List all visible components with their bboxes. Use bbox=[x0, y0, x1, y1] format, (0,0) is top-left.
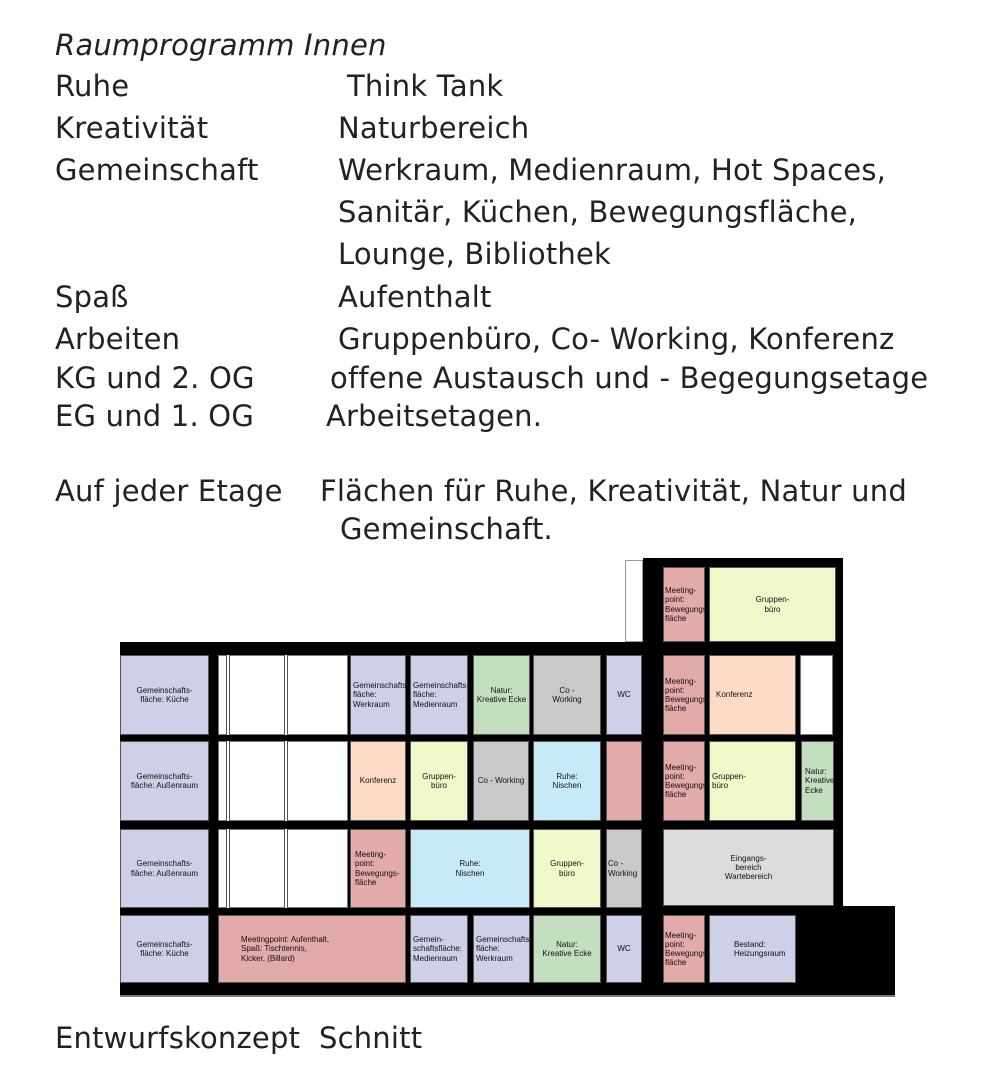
room-2og-wc: WC bbox=[606, 655, 642, 735]
room-eg-ruhe: Ruhe: Nischen bbox=[410, 829, 530, 908]
room-2og-natur: Natur: Kreative Ecke bbox=[473, 655, 530, 735]
room-2og-medienraum: Gemeinschafts- fläche: Medienraum bbox=[410, 655, 468, 735]
program-value-gemeinschaft-3: Lounge, Bibliothek bbox=[338, 237, 612, 271]
program-key-spass: Spaß bbox=[55, 280, 129, 314]
room-top-meetingpoint: Meeting- point: Bewegungs- fläche bbox=[663, 567, 705, 642]
room-top-gruppenbuero: Gruppen- büro bbox=[709, 567, 836, 642]
room-kg-natur: Natur: Kreative Ecke bbox=[533, 915, 601, 983]
program-value-gemeinschaft-1: Werkraum, Medienraum, Hot Spaces, bbox=[338, 153, 887, 187]
program-key-kg-2og: KG und 2. OG bbox=[55, 361, 255, 395]
ground-line bbox=[120, 995, 895, 997]
room-kg-meetingpoint: Meetingpoint: Aufenthalt, Spaß: Tischtennis, Kicker, (Billard) bbox=[218, 915, 406, 983]
tower-right-opening bbox=[800, 655, 833, 735]
program-key-arbeiten: Arbeiten bbox=[55, 322, 181, 356]
room-1og-ruhe: Ruhe: Nischen bbox=[533, 741, 601, 821]
room-kg-wc: WC bbox=[606, 915, 642, 983]
stair-void-eg bbox=[218, 829, 348, 908]
etage-key: Auf jeder Etage bbox=[55, 474, 283, 508]
room-kg-meetingpoint-right: Meeting- point: Bewegungs- fläche bbox=[663, 915, 705, 983]
program-key-eg-1og: EG und 1. OG bbox=[55, 399, 254, 433]
basement-right-structure bbox=[843, 906, 895, 997]
program-key-kreativitaet: Kreativität bbox=[55, 111, 209, 145]
room-1og-coworking: Co - Working bbox=[473, 741, 529, 821]
program-value-kg-2og: offene Austausch und - Begegungsetage bbox=[330, 361, 929, 395]
heading: Raumprogramm Innen bbox=[55, 28, 387, 62]
room-1og-natur: Natur: Kreative Ecke bbox=[801, 741, 834, 821]
column-1og-a bbox=[226, 741, 230, 821]
etage-value-2: Gemeinschaft. bbox=[340, 512, 553, 546]
program-value-spass: Aufenthalt bbox=[338, 280, 492, 314]
room-kg-werkraum: Gemeinschafts- fläche: Werkraum bbox=[473, 915, 530, 983]
room-eg-aussenraum: Gemeinschafts- fläche: Außenraum bbox=[120, 829, 209, 908]
caption: Entwurfskonzept Schnitt bbox=[55, 1021, 423, 1055]
etage-value-1: Flächen für Ruhe, Kreativität, Natur und bbox=[320, 474, 907, 508]
column-eg-b bbox=[284, 829, 288, 908]
room-eg-gruppenbuero: Gruppen- büro bbox=[533, 829, 601, 908]
program-key-gemeinschaft: Gemeinschaft bbox=[55, 153, 259, 187]
room-1og-gruppenbuero-right: Gruppen- büro bbox=[709, 741, 796, 821]
room-2og-konferenz: Konferenz bbox=[709, 655, 796, 735]
stair-void-2og bbox=[218, 655, 348, 735]
program-value-kreativitaet: Naturbereich bbox=[338, 111, 530, 145]
column-2og-b bbox=[284, 655, 288, 735]
column-2og-a bbox=[226, 655, 230, 735]
room-eg-coworking: Co - Working bbox=[606, 829, 642, 908]
program-value-eg-1og: Arbeitsetagen. bbox=[326, 399, 543, 433]
program-key-ruhe: Ruhe bbox=[55, 69, 130, 103]
program-value-gemeinschaft-2: Sanitär, Küchen, Bewegungsfläche, bbox=[338, 195, 858, 229]
room-1og-konferenz: Konferenz bbox=[350, 741, 406, 821]
room-eg-meetingpoint: Meeting- point: Bewegungs- fläche bbox=[350, 829, 406, 908]
program-value-arbeiten: Gruppenbüro, Co- Working, Konferenz bbox=[338, 322, 895, 356]
room-1og-aussenraum: Gemeinschafts- fläche: Außenraum bbox=[120, 741, 209, 821]
room-1og-gruppenbuero: Gruppen- büro bbox=[410, 741, 468, 821]
room-2og-werkraum: Gemeinschafts- fläche: Werkraum bbox=[350, 655, 406, 735]
room-kg-medienraum: Gemein- schaftsfläche: Medienraum bbox=[410, 915, 468, 983]
room-kg-bestand: Bestand: Heizungsraum bbox=[709, 915, 796, 983]
room-1og-meeting-left bbox=[606, 741, 642, 821]
program-value-ruhe: Think Tank bbox=[347, 69, 504, 103]
column-1og-b bbox=[284, 741, 288, 821]
column-eg-a bbox=[226, 829, 230, 908]
room-2og-meetingpoint: Meeting- point: Bewegungs- fläche bbox=[663, 655, 705, 735]
room-2og-kueche: Gemeinschafts- fläche: Küche bbox=[120, 655, 209, 735]
room-2og-coworking: Co - Working bbox=[533, 655, 601, 735]
room-eg-eingangsbereich: Eingangs- bereich Wartebereich bbox=[663, 829, 834, 906]
room-1og-meetingpoint: Meeting- point: Bewegungs- fläche bbox=[663, 741, 705, 821]
room-kg-kueche: Gemeinschafts- fläche: Küche bbox=[120, 915, 209, 983]
stair-void-1og bbox=[218, 741, 348, 821]
tower-left-gap bbox=[625, 560, 643, 642]
